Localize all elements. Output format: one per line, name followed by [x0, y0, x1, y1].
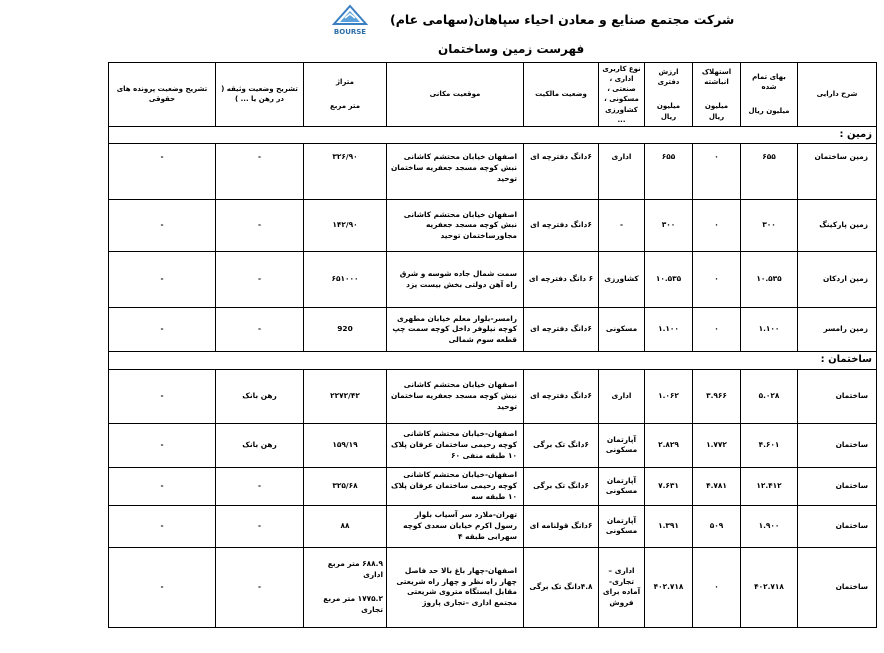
- cell-loc: اصفهان خیابان محتشم کاشانی نبش کوچه مسجد جعفریه مجاورساختمان توحید: [387, 200, 524, 252]
- section-land: [109, 126, 877, 144]
- cell-use: اداری – تجاری-آماده برای فروش: [599, 547, 645, 627]
- cell-use: آپارتمان مسکونی: [599, 467, 645, 505]
- cell-use: اداری: [599, 144, 645, 200]
- col-book: ارزش دفتری میلیون ریال: [645, 63, 693, 127]
- cell-desc: زمین رامسر: [798, 308, 877, 352]
- cell-price: ۱.۹۰۰: [741, 505, 798, 547]
- cell-legal: -: [109, 200, 216, 252]
- table-row: [109, 505, 877, 547]
- cell-bail: -: [216, 547, 304, 627]
- cell-depr: ۵۰۹: [693, 505, 741, 547]
- document-title: فهرست زمین وساختمان: [438, 42, 585, 56]
- cell-area: 920: [304, 308, 387, 352]
- cell-loc: تهران-ملارد سر آسیاب بلوار رسول اکرم خیابان سعدی کوچه سهرابی طبقه ۴: [387, 505, 524, 547]
- section-label: ساختمان :: [109, 352, 877, 370]
- cell-area: ۳۲۵/۶۸: [304, 467, 387, 505]
- cell-loc: اصفهان-خیابان محتشم کاشانی کوچه رحیمی ساختمان عرفان پلاک ۱۰ طبقه سه: [387, 467, 524, 505]
- cell-depr: ۰: [693, 144, 741, 200]
- table-row: [109, 547, 877, 627]
- cell-desc: ساختمان: [798, 467, 877, 505]
- cell-legal: -: [109, 467, 216, 505]
- table-row: [109, 467, 877, 505]
- cell-price: ۱۲.۴۱۲: [741, 467, 798, 505]
- cell-area: ۱۴۲/۹۰: [304, 200, 387, 252]
- cell-owner: ۶دانگ تک برگی: [524, 423, 599, 467]
- cell-area: [304, 547, 387, 627]
- cell-use: آپارتمان مسکونی: [599, 505, 645, 547]
- cell-owner: ۶دانگ دفترچه ای: [524, 144, 599, 200]
- col-legal: تشریح وضعیت پرونده های حقوقی: [109, 63, 216, 127]
- cell-owner: ۶دانگ تک برگی: [524, 467, 599, 505]
- cell-use: مسکونی: [599, 308, 645, 352]
- cell-area: ۱۵۹/۱۹: [304, 423, 387, 467]
- area-commercial: ۱۷۷۵.۲ متر مربع تجاری: [323, 594, 383, 615]
- section-label: زمین :: [109, 126, 877, 144]
- section-building: [109, 352, 877, 370]
- bourse-logo: [326, 4, 374, 38]
- table-row: [109, 252, 877, 308]
- table-row: [109, 200, 877, 252]
- cell-book: ۶۵۵: [645, 144, 693, 200]
- table-row: [109, 423, 877, 467]
- cell-book: ۴۰۲.۷۱۸: [645, 547, 693, 627]
- cell-bail: -: [216, 200, 304, 252]
- cell-desc: ساختمان: [798, 547, 877, 627]
- header-row: [109, 63, 877, 127]
- cell-desc: ساختمان: [798, 505, 877, 547]
- cell-desc: زمین پارکینگ: [798, 200, 877, 252]
- cell-owner: ۴.۸دانگ تک برگی: [524, 547, 599, 627]
- cell-legal: -: [109, 308, 216, 352]
- table-row: [109, 308, 877, 352]
- col-desc: شرح دارایی: [798, 63, 877, 127]
- cell-depr: ۴.۷۸۱: [693, 467, 741, 505]
- cell-book: ۷.۶۳۱: [645, 467, 693, 505]
- cell-legal: -: [109, 505, 216, 547]
- table-row: [109, 144, 877, 200]
- cell-book: ۱.۳۹۱: [645, 505, 693, 547]
- cell-bail: رهن بانک: [216, 369, 304, 423]
- cell-book: ۲.۸۲۹: [645, 423, 693, 467]
- cell-loc: اصفهان خیابان محتشم کاشانی نبش کوچه مسجد جعفریه ساختمان توحید: [387, 369, 524, 423]
- cell-bail: رهن بانک: [216, 423, 304, 467]
- cell-price: ۵.۰۲۸: [741, 369, 798, 423]
- col-bail: تشریح وضعیت وثیقه ( در رهن یا ... ): [216, 63, 304, 127]
- col-use: نوع کاربری اداری ، صنعتی ، مسکونی ، کشاورزی ...: [599, 63, 645, 127]
- cell-price: ۱.۱۰۰: [741, 308, 798, 352]
- cell-loc: سمت شمال جاده شوسه و شرق راه آهن دولتی بخش بیست یزد: [387, 252, 524, 308]
- assets-table: [108, 62, 877, 628]
- cell-use: کشاورزی: [599, 252, 645, 308]
- cell-loc: اصفهان-خیابان محتشم کاشانی کوچه رحیمی ساختمان عرفان پلاک ۱۰ طبقه منفی ۶۰: [387, 423, 524, 467]
- col-price: بهای تمام شده میلیون ریال: [741, 63, 798, 127]
- col-owner: وضعیت مالکیت: [524, 63, 599, 127]
- cell-desc: ساختمان: [798, 369, 877, 423]
- cell-owner: ۶دانگ دفترچه ای: [524, 200, 599, 252]
- cell-price: ۶۵۵: [741, 144, 798, 200]
- cell-depr: ۰: [693, 547, 741, 627]
- cell-loc: اصفهان-چهار باغ بالا حد فاصل چهار راه نظر و چهار راه شریعتی مقابل ایستگاه متروی شریعتی مجتمع اداری –تجاری پاروژ: [387, 547, 524, 627]
- cell-desc: ساختمان: [798, 423, 877, 467]
- cell-price: ۴.۶۰۱: [741, 423, 798, 467]
- cell-loc: اصفهان خیابان محتشم کاشانی نبش کوچه مسجد جعفریه ساختمان توحید: [387, 144, 524, 200]
- cell-book: ۱.۰۶۲: [645, 369, 693, 423]
- cell-price: ۱۰.۵۳۵: [741, 252, 798, 308]
- company-name: شرکت مجتمع صنایع و معادن احیاء سپاهان(سهامی عام): [390, 12, 735, 27]
- cell-legal: -: [109, 144, 216, 200]
- cell-book: ۱.۱۰۰: [645, 308, 693, 352]
- cell-bail: -: [216, 505, 304, 547]
- cell-use: آپارتمان مسکونی: [599, 423, 645, 467]
- cell-area: ۶۵۱۰۰۰: [304, 252, 387, 308]
- cell-use: اداری: [599, 369, 645, 423]
- cell-bail: -: [216, 467, 304, 505]
- cell-legal: -: [109, 423, 216, 467]
- cell-desc: زمین ساختمان: [798, 144, 877, 200]
- cell-area: ۲۲۷۲/۴۲: [304, 369, 387, 423]
- col-loc: موقعیت مکانی: [387, 63, 524, 127]
- cell-book: ۳۰۰: [645, 200, 693, 252]
- cell-use: -: [599, 200, 645, 252]
- cell-owner: ۶دانگ دفترچه ای: [524, 308, 599, 352]
- logo-text: BOURSE: [333, 28, 367, 36]
- col-depr: استهلاک انباشته میلیون ریال: [693, 63, 741, 127]
- cell-owner: ۶دانگ قولنامه ای: [524, 505, 599, 547]
- cell-owner: ۶ دانگ دفترچه ای: [524, 252, 599, 308]
- cell-legal: -: [109, 252, 216, 308]
- cell-depr: ۱.۷۷۲: [693, 423, 741, 467]
- cell-price: ۳۰۰: [741, 200, 798, 252]
- col-area: متراژ متر مربع: [304, 63, 387, 127]
- cell-owner: ۶دانگ دفترچه ای: [524, 369, 599, 423]
- cell-depr: ۳.۹۶۶: [693, 369, 741, 423]
- cell-area: ۳۲۶/۹۰: [304, 144, 387, 200]
- cell-legal: -: [109, 547, 216, 627]
- cell-depr: ۰: [693, 308, 741, 352]
- table-row: [109, 369, 877, 423]
- cell-book: ۱۰.۵۳۵: [645, 252, 693, 308]
- cell-area: ۸۸: [304, 505, 387, 547]
- cell-loc: رامسر-بلوار معلم خیابان مطهری کوچه نیلوفر داخل کوچه سمت چپ قطعه سوم شمالی: [387, 308, 524, 352]
- cell-bail: -: [216, 308, 304, 352]
- cell-price: ۴۰۲.۷۱۸: [741, 547, 798, 627]
- cell-depr: ۰: [693, 252, 741, 308]
- cell-bail: -: [216, 144, 304, 200]
- cell-desc: زمین اردکان: [798, 252, 877, 308]
- cell-bail: -: [216, 252, 304, 308]
- cell-legal: -: [109, 369, 216, 423]
- area-office: ۶۸۸.۹ متر مربع اداری: [327, 558, 383, 579]
- cell-depr: ۰: [693, 200, 741, 252]
